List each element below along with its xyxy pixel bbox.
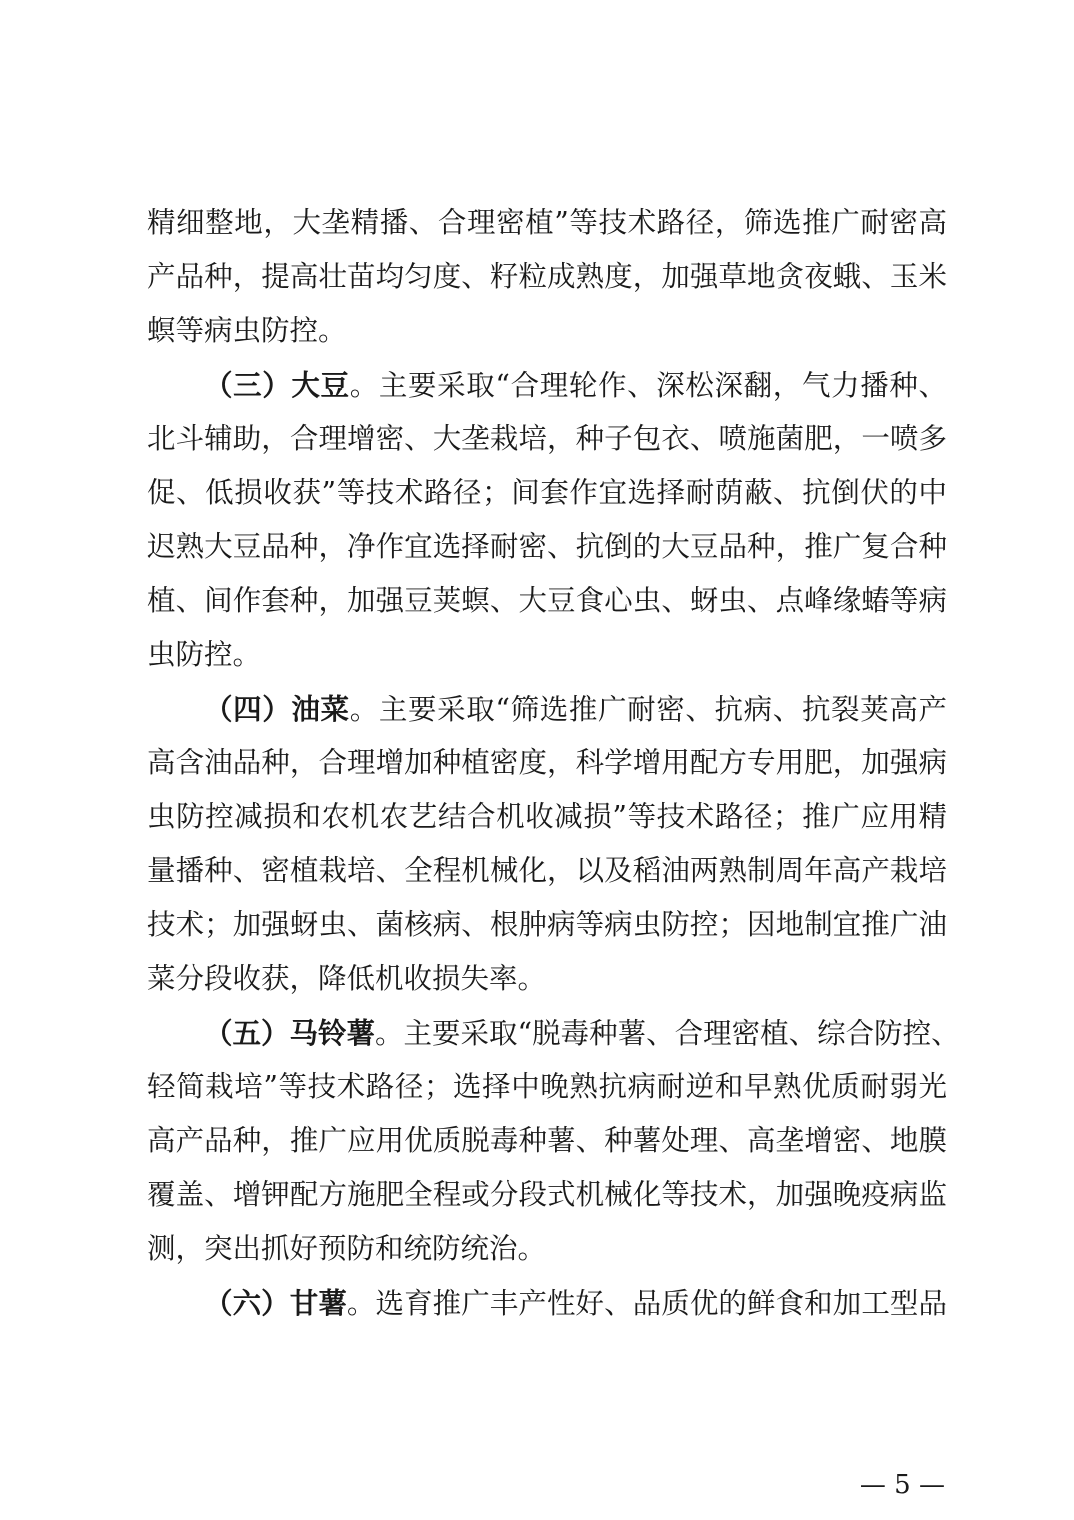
text-line xyxy=(147,1006,960,1060)
text-line: 测，突出抓好预防和统防统治。 xyxy=(147,1232,547,1265)
paragraph-potato xyxy=(147,1006,960,1276)
text-line: 产品种，提高壮苗均匀度、籽粒成熟度，加强草地贪夜蛾、玉米 xyxy=(147,260,947,293)
text-span: 。主要采取“脱毒种薯、合理密植、综合防控、 xyxy=(375,1017,960,1050)
text-line: 菜分段收获，降低机收损失率。 xyxy=(147,962,547,995)
paragraph-soybean xyxy=(147,358,947,682)
paragraph-sweet-potato xyxy=(147,1276,947,1330)
section-heading-soybean: （三）大豆 xyxy=(204,368,350,402)
text-line: 植、间作套种，加强豆荚螟、大豆食心虫、蚜虫、点峰缘蝽等病 xyxy=(147,584,947,617)
text-line: 量播种、密植栽培、全程机械化，以及稻油两熟制周年高产栽培 xyxy=(147,854,947,887)
text-span: 。主要采取“合理轮作、深松深翻，气力播种、 xyxy=(349,369,947,402)
page-number: — 5 — xyxy=(859,1470,945,1500)
text-line: 覆盖、增钾配方施肥全程或分段式机械化等技术，加强晚疫病监 xyxy=(147,1178,947,1211)
text-line: 北斗辅助，合理增密、大垄栽培，种子包衣、喷施菌肥，一喷多 xyxy=(147,422,947,455)
paragraph-rapeseed xyxy=(147,682,947,1006)
text-span: 。选育推广丰产性好、品质优的鲜食和加工型品 xyxy=(346,1287,947,1320)
text-line: 高产品种，推广应用优质脱毒种薯、种薯处理、高垄增密、地膜 xyxy=(147,1124,947,1157)
text-line: 轻简栽培”等技术路径；选择中晚熟抗病耐逆和早熟优质耐弱光 xyxy=(147,1070,947,1103)
text-line: 螟等病虫防控。 xyxy=(147,314,347,347)
paragraph-corn-continued xyxy=(147,196,947,358)
text-line: 迟熟大豆品种，净作宜选择耐密、抗倒的大豆品种，推广复合种 xyxy=(147,530,947,563)
text-line: 促、低损收获”等技术路径；间套作宜选择耐荫蔽、抗倒伏的中 xyxy=(147,476,947,509)
text-line: 精细整地，大垄精播、合理密植”等技术路径，筛选推广耐密高 xyxy=(147,206,947,239)
text-line: 虫防控。 xyxy=(147,638,262,671)
text-line: 虫防控减损和农机农艺结合机收减损”等技术路径；推广应用精 xyxy=(147,800,947,833)
text-line: 技术；加强蚜虫、菌核病、根肿病等病虫防控；因地制宜推广油 xyxy=(147,908,947,941)
section-heading-potato: （五）马铃薯 xyxy=(204,1016,376,1050)
document-body xyxy=(147,196,960,1330)
text-line xyxy=(147,1276,947,1330)
text-line: 高含油品种，合理增加种植密度，科学增用配方专用肥，加强病 xyxy=(147,746,947,779)
text-span: 。主要采取“筛选推广耐密、抗病、抗裂荚高产 xyxy=(349,693,947,726)
section-heading-rapeseed: （四）油菜 xyxy=(204,692,350,726)
text-line xyxy=(147,358,947,412)
text-line xyxy=(147,682,947,736)
section-heading-sweet-potato: （六）甘薯 xyxy=(204,1286,347,1320)
